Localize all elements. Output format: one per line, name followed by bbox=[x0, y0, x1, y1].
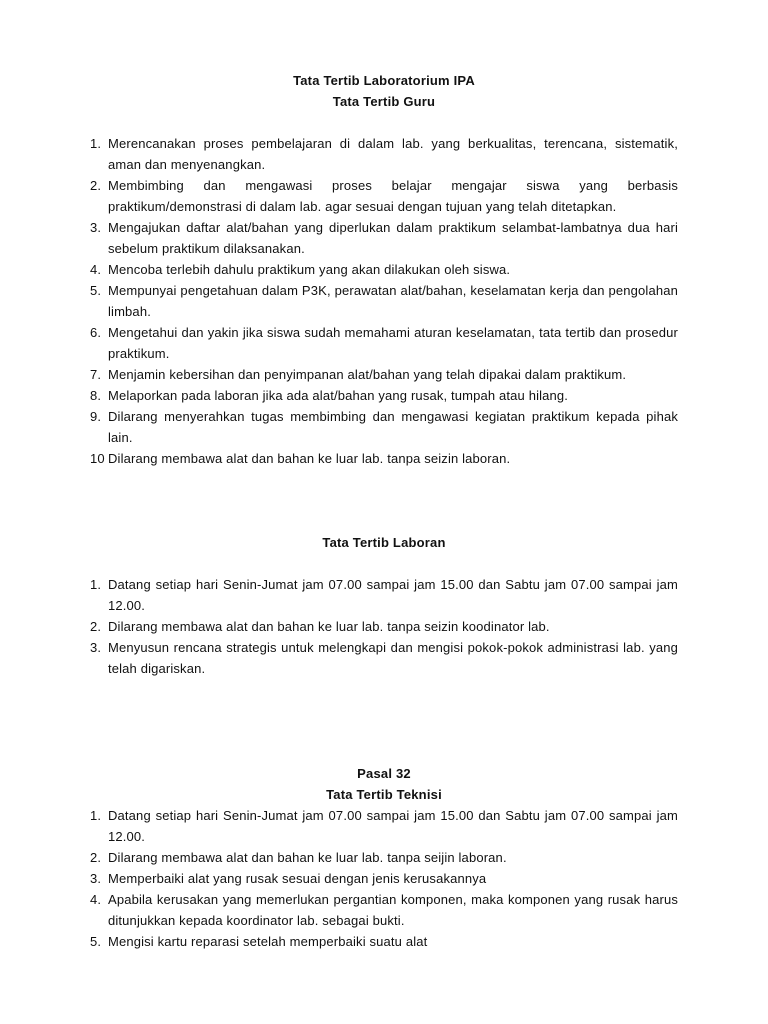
list-item: 2. Dilarang membawa alat dan bahan ke luar lab. tanpa seijin laboran. bbox=[90, 850, 507, 865]
list-item: 5. Mempunyai pengetahuan dalam P3K, perawatan alat/bahan, keselamatan kerja dan pengolahan limbah. bbox=[90, 283, 678, 319]
section-title-guru: Tata Tertib Guru bbox=[332, 94, 436, 109]
list-item: 3. Menyusun rencana strategis untuk melengkapi dan mengisi pokok-pokok administrasi lab. yang telah digariskan. bbox=[90, 640, 678, 676]
list-teknisi bbox=[90, 805, 678, 952]
list-item: 7. Menjamin kebersihan dan penyimpanan alat/bahan yang telah dipakai dalam praktikum. bbox=[90, 367, 627, 382]
pasal-heading: Pasal 32 bbox=[357, 766, 411, 781]
list-item: 2. Membimbing dan mengawasi proses belajar mengajar siswa yang berbasis praktikum/demonstrasi di dalam lab. agar sesuai dengan tujuan yang telah ditetapkan. bbox=[90, 178, 678, 214]
list-item: 1. Datang setiap hari Senin-Jumat jam 07.00 sampai jam 15.00 dan Sabtu jam 07.00 sampai jam 12.00. bbox=[90, 577, 678, 613]
section-title-laboran: Tata Tertib Laboran bbox=[322, 535, 446, 550]
list-item: 4. Mencoba terlebih dahulu praktikum yang akan dilakukan oleh siswa. bbox=[90, 262, 511, 277]
list-item: 1. Datang setiap hari Senin-Jumat jam 07.00 sampai jam 15.00 dan Sabtu jam 07.00 sampai jam 12.00. bbox=[90, 808, 678, 844]
list-item: 3. Mengajukan daftar alat/bahan yang diperlukan dalam praktikum selambat-lambatnya dua hari sebelum praktikum dilaksanakan. bbox=[90, 220, 678, 256]
section-title-teknisi: Tata Tertib Teknisi bbox=[326, 787, 442, 802]
list-item: 5. Mengisi kartu reparasi setelah memperbaiki suatu alat bbox=[90, 934, 428, 949]
list-item: 2. Dilarang membawa alat dan bahan ke luar lab. tanpa seizin koodinator lab. bbox=[90, 619, 550, 634]
list-item: 4. Apabila kerusakan yang memerlukan pergantian komponen, maka komponen yang rusak harus ditunjukkan kepada koordinator lab. sebagai bukti. bbox=[90, 892, 678, 928]
list-guru bbox=[90, 133, 678, 469]
list-item: 1. Merencanakan proses pembelajaran di dalam lab. yang berkualitas, terencana, sistematik, aman dan menyenangkan. bbox=[90, 136, 678, 172]
main-title: Tata Tertib Laboratorium IPA bbox=[293, 73, 475, 88]
list-item: 9. Dilarang menyerahkan tugas membimbing dan mengawasi kegiatan praktikum kepada pihak lain. bbox=[90, 409, 678, 445]
list-item: 6. Mengetahui dan yakin jika siswa sudah memahami aturan keselamatan, tata tertib dan prosedur praktikum. bbox=[90, 325, 678, 361]
list-item: 10 Dilarang membawa alat dan bahan ke luar lab. tanpa seizin laboran. bbox=[90, 451, 511, 466]
list-laboran bbox=[90, 574, 678, 679]
list-item: 3. Memperbaiki alat yang rusak sesuai dengan jenis kerusakannya bbox=[90, 871, 487, 886]
list-item: 8. Melaporkan pada laboran jika ada alat/bahan yang rusak, tumpah atau hilang. bbox=[90, 388, 569, 403]
